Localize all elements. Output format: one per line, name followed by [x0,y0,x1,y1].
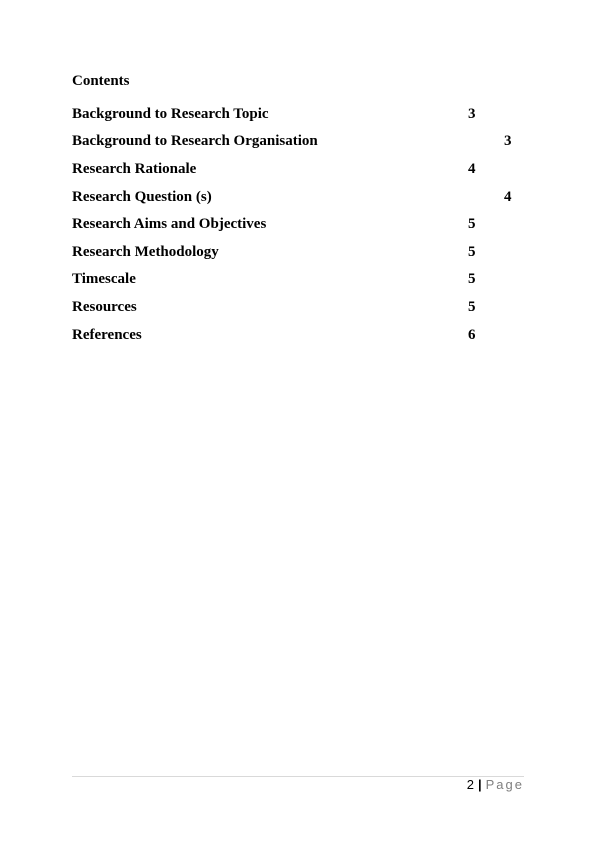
toc-entry-title: Background to Research Organisation [72,133,318,149]
toc-entry-title: Research Aims and Objectives [72,216,267,232]
footer-page-word: Page [485,777,524,792]
toc-entry-background-topic[interactable] [72,105,532,123]
footer-divider [72,776,524,777]
toc-entry-resources[interactable] [72,298,532,316]
toc-heading: Contents [72,73,130,89]
toc-entry-page: 5 [468,271,476,287]
footer-separator: | [477,777,482,792]
toc-entry-references[interactable] [72,326,532,344]
toc-entry-page: 4 [468,161,476,177]
toc-entry-timescale[interactable] [72,270,532,288]
toc-entry-page: 5 [468,299,476,315]
toc-entry-page: 6 [468,327,476,343]
toc-entry-research-questions[interactable] [72,188,532,206]
toc-entry-research-rationale[interactable] [72,160,532,178]
toc-entry-page: 5 [468,244,476,260]
toc-entry-background-organisation[interactable] [72,132,532,150]
toc-entry-title: Research Rationale [72,161,197,177]
toc-entry-page: 5 [468,216,476,232]
toc-entry-research-methodology[interactable] [72,243,532,261]
toc-entry-title: Resources [72,299,137,315]
toc-entry-title: Timescale [72,271,136,287]
toc-entry-aims-objectives[interactable] [72,215,532,233]
toc-entry-title: Research Methodology [72,244,219,260]
toc-entry-title: Research Question (s) [72,189,212,205]
toc-entry-title: Background to Research Topic [72,106,269,122]
footer-page-number: 2 [466,777,474,792]
page-footer [467,777,524,793]
toc-entry-page: 3 [468,106,476,122]
toc-entry-title: References [72,327,142,343]
toc-entry-page: 3 [504,133,512,149]
toc-entry-page: 4 [504,189,512,205]
